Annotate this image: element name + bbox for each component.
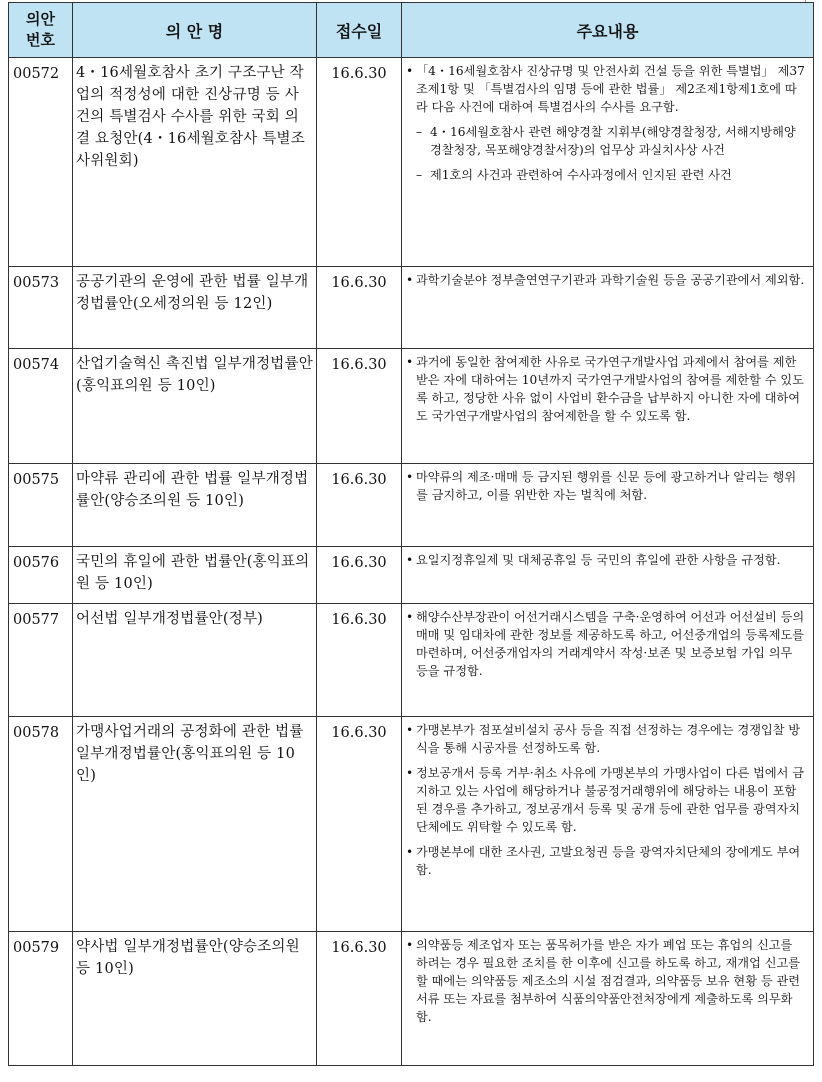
content-bullet: • 과학기술분야 정부출연연구기관과 과학기술원 등을 공공기관에서 제외함.: [406, 271, 807, 289]
main-content: [402, 464, 814, 547]
received-date: 16.6.30: [317, 547, 402, 604]
bill-name: 공공기관의 운영에 관한 법률 일부개정법률안(오세정의원 등 12인): [73, 267, 317, 349]
bill-name: 4・16세월호참사 초기 구조구난 작업의 적정성에 대한 진상규명 등 사건의 특별검사 수사를 위한 국회 의결 요청안(4・16세월호참사 특별조사위원회): [73, 58, 317, 267]
received-date: 16.6.30: [317, 267, 402, 349]
bill-name: 약사법 일부개정법률안(양승조의원 등 10인): [73, 932, 317, 1066]
table-row: [9, 349, 814, 464]
header-bill-number: [9, 3, 73, 58]
bill-number: 00575: [9, 464, 73, 547]
received-date: 16.6.30: [317, 349, 402, 464]
header-bill-number-line1: 의안: [26, 10, 55, 28]
content-bullet: • 요일지정휴일제 및 대체공휴일 등 국민의 휴일에 관한 사항을 규정함.: [406, 551, 807, 569]
bill-number: 00577: [9, 604, 73, 717]
content-bullet: • 「4・16세월호참사 진상규명 및 안전사회 건설 등을 위한 특별법」 제37조제1항 및 「특별검사의 임명 등에 관한 법률」 제2조제1항제1호에 따라 다음 사건에 대하여 특별검사의 수사를 요구함.: [406, 62, 807, 116]
content-bullet: • 가맹본부가 점포설비설치 공사 등을 직접 선정하는 경우에는 경쟁입찰 방식을 통해 시공자를 선정하도록 함.: [406, 721, 807, 757]
table-header-row: [9, 3, 814, 58]
bill-name: 국민의 휴일에 관한 법률안(홍익표의원 등 10인): [73, 547, 317, 604]
bill-table: [8, 2, 814, 1066]
bill-number: 00573: [9, 267, 73, 349]
main-content: [402, 932, 814, 1066]
received-date: 16.6.30: [317, 58, 402, 267]
main-content: [402, 58, 814, 267]
content-bullet: • 의약품등 제조업자 또는 품목허가를 받은 자가 폐업 또는 휴업의 신고를 하려는 경우 필요한 조치를 한 이후에 신고를 하도록 하고, 재개업 신고를 할 때에는 의약품등 제조소의 시설 점검결과, 의약품등 보유 현황 등 관련 서류 또는 자료를 첨부하여 식품의약품안전처장에게 제출하도록 의무화함.: [406, 936, 807, 1026]
content-bullet: • 마약류의 제조·매매 등 금지된 행위를 신문 등에 광고하거나 알리는 행위를 금지하고, 이를 위반한 자는 벌칙에 처함.: [406, 468, 807, 504]
main-content: [402, 349, 814, 464]
main-content: [402, 604, 814, 717]
content-dash-item: – 제1호의 사건과 관련하여 수사과정에서 인지된 관련 사건: [406, 166, 807, 184]
table-row: [9, 547, 814, 604]
received-date: 16.6.30: [317, 464, 402, 547]
bill-number: 00574: [9, 349, 73, 464]
bill-number: 00572: [9, 58, 73, 267]
table-row: [9, 58, 814, 267]
bill-number: 00578: [9, 717, 73, 932]
received-date: 16.6.30: [317, 717, 402, 932]
header-main-content: 주요내용: [402, 3, 814, 58]
table-row: [9, 717, 814, 932]
main-content: [402, 717, 814, 932]
bill-table-container: [8, 2, 814, 1066]
table-row: [9, 932, 814, 1066]
bill-name: 산업기술혁신 촉진법 일부개정법률안(홍익표의원 등 10인): [73, 349, 317, 464]
header-bill-number-line2: 번호: [26, 31, 55, 49]
main-content: [402, 267, 814, 349]
table-row: [9, 267, 814, 349]
table-row: [9, 464, 814, 547]
content-bullet: • 해양수산부장관이 어선거래시스템을 구축·운영하여 어선과 어선설비 등의 매매 및 임대차에 관한 정보를 제공하도록 하고, 어선중개업의 등록제도를 마련하며, 어선중개업자의 거래계약서 작성·보존 및 보증보험 가입 의무 등을 규정함.: [406, 608, 807, 680]
content-bullet: • 정보공개서 등록 거부·취소 사유에 가맹본부의 가맹사업이 다른 법에서 금지하고 있는 사업에 해당하거나 불공정거래행위에 해당하는 내용이 포함된 경우를 추가하고, 정보공개서 등록 및 공개 등에 관한 업무를 광역자치단체에도 위탁할 수 있도록 함.: [406, 764, 807, 836]
bill-name: 가맹사업거래의 공정화에 관한 법률 일부개정법률안(홍익표의원 등 10인): [73, 717, 317, 932]
content-bullet: • 가맹본부에 대한 조사권, 고발요청권 등을 광역자치단체의 장에게도 부여함.: [406, 843, 807, 879]
table-body: [9, 58, 814, 1066]
bill-number: 00576: [9, 547, 73, 604]
header-bill-name: 의 안 명: [73, 3, 317, 58]
bill-name: 마약류 관리에 관한 법률 일부개정법률안(양승조의원 등 10인): [73, 464, 317, 547]
main-content: [402, 547, 814, 604]
table-row: [9, 604, 814, 717]
bill-name: 어선법 일부개정법률안(정부): [73, 604, 317, 717]
content-dash-item: – 4・16세월호참사 관련 해양경찰 지휘부(해양경찰청장, 서해지방해양경찰청장, 목포해양경찰서장)의 업무상 과실치사상 사건: [406, 123, 807, 159]
header-received-date: 접수일: [317, 3, 402, 58]
received-date: 16.6.30: [317, 604, 402, 717]
content-bullet: • 과거에 동일한 참여제한 사유로 국가연구개발사업 과제에서 참여를 제한받은 자에 대하여는 10년까지 국가연구개발사업의 참여를 제한할 수 있도록 하고, 정당한 사유 없이 사업비 환수금을 납부하지 아니한 자에 대하여도 국가연구개발사업의 참여제한을 할 수 있도록 함.: [406, 353, 807, 425]
received-date: 16.6.30: [317, 932, 402, 1066]
bill-number: 00579: [9, 932, 73, 1066]
